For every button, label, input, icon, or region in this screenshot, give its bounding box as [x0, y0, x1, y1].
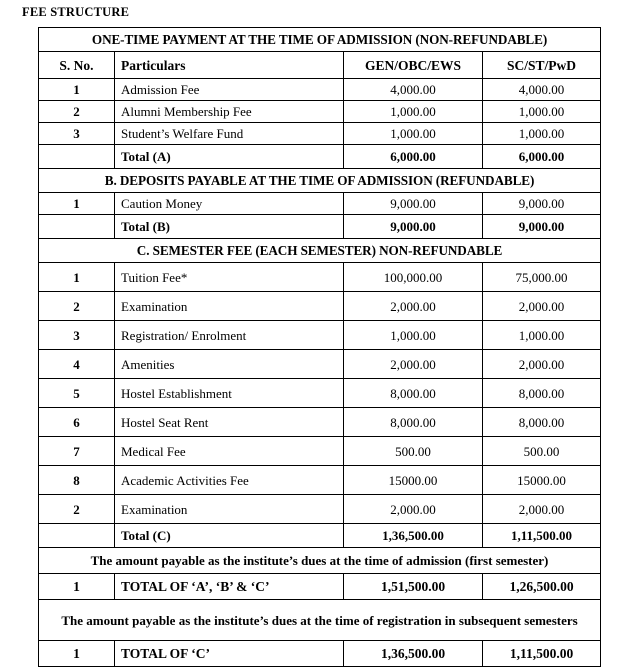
- column-header-sno: S. No.: [39, 52, 115, 79]
- section-a-heading-row: [39, 28, 601, 52]
- row-general: 8,000.00: [344, 379, 483, 408]
- row-particulars: Alumni Membership Fee: [115, 101, 344, 123]
- table-row: [39, 350, 601, 379]
- row-general: 1,000.00: [344, 101, 483, 123]
- total-b-reserved: 9,000.00: [483, 215, 601, 239]
- row-reserved: 4,000.00: [483, 79, 601, 101]
- row-particulars: Admission Fee: [115, 79, 344, 101]
- row-general: 500.00: [344, 437, 483, 466]
- row-reserved: 1,000.00: [483, 321, 601, 350]
- section-c-heading: C. SEMESTER FEE (EACH SEMESTER) NON-REFUNDABLE: [39, 239, 601, 263]
- table-row: [39, 101, 601, 123]
- total-b-row: [39, 215, 601, 239]
- row-general: 4,000.00: [344, 79, 483, 101]
- row-sno: 7: [39, 437, 115, 466]
- row-general: 8,000.00: [344, 408, 483, 437]
- row-sno: 4: [39, 350, 115, 379]
- row-particulars: Registration/ Enrolment: [115, 321, 344, 350]
- column-header-general: GEN/OBC/EWS: [344, 52, 483, 79]
- table-row: [39, 437, 601, 466]
- row-sno: 6: [39, 408, 115, 437]
- table-row: [39, 193, 601, 215]
- summary-registration-reserved: 1,11,500.00: [483, 641, 601, 667]
- total-b-general: 9,000.00: [344, 215, 483, 239]
- row-reserved: 8,000.00: [483, 379, 601, 408]
- row-general: 2,000.00: [344, 495, 483, 524]
- table-row: [39, 79, 601, 101]
- row-particulars: Student’s Welfare Fund: [115, 123, 344, 145]
- section-b-heading-row: [39, 169, 601, 193]
- column-header-particulars: Particulars: [115, 52, 344, 79]
- summary-registration-sno: 1: [39, 641, 115, 667]
- summary-admission-sno: 1: [39, 574, 115, 600]
- row-general: 1,000.00: [344, 321, 483, 350]
- total-c-general: 1,36,500.00: [344, 524, 483, 548]
- section-b-heading: B. DEPOSITS PAYABLE AT THE TIME OF ADMISSION (REFUNDABLE): [39, 169, 601, 193]
- table-row: [39, 495, 601, 524]
- row-sno: 3: [39, 321, 115, 350]
- row-particulars: Hostel Establishment: [115, 379, 344, 408]
- row-reserved: 75,000.00: [483, 263, 601, 292]
- total-a-sno: [39, 145, 115, 169]
- summary-admission-note-row: [39, 548, 601, 574]
- row-particulars: Examination: [115, 495, 344, 524]
- row-sno: 1: [39, 263, 115, 292]
- total-c-label: Total (C): [115, 524, 344, 548]
- total-a-general: 6,000.00: [344, 145, 483, 169]
- summary-admission-note: The amount payable as the institute’s dues at the time of admission (first semester): [39, 548, 601, 574]
- row-sno: 1: [39, 79, 115, 101]
- table-row: [39, 263, 601, 292]
- summary-admission-label: TOTAL OF ‘A’, ‘B’ & ‘C’: [115, 574, 344, 600]
- row-general: 15000.00: [344, 466, 483, 495]
- summary-registration-general: 1,36,500.00: [344, 641, 483, 667]
- row-particulars: Medical Fee: [115, 437, 344, 466]
- summary-admission-general: 1,51,500.00: [344, 574, 483, 600]
- total-b-sno: [39, 215, 115, 239]
- fee-structure-table: [38, 27, 601, 667]
- table-row: [39, 379, 601, 408]
- row-reserved: 1,000.00: [483, 123, 601, 145]
- row-general: 2,000.00: [344, 350, 483, 379]
- row-particulars: Hostel Seat Rent: [115, 408, 344, 437]
- row-particulars: Caution Money: [115, 193, 344, 215]
- row-sno: 2: [39, 495, 115, 524]
- row-reserved: 2,000.00: [483, 495, 601, 524]
- column-header-row: [39, 52, 601, 79]
- row-general: 1,000.00: [344, 123, 483, 145]
- total-b-label: Total (B): [115, 215, 344, 239]
- row-sno: 2: [39, 292, 115, 321]
- total-c-reserved: 1,11,500.00: [483, 524, 601, 548]
- column-header-reserved: SC/ST/PwD: [483, 52, 601, 79]
- row-reserved: 15000.00: [483, 466, 601, 495]
- page-title: FEE STRUCTURE: [22, 5, 130, 19]
- summary-registration-label: TOTAL OF ‘C’: [115, 641, 344, 667]
- summary-registration-note-row: [39, 600, 601, 641]
- row-reserved: 1,000.00: [483, 101, 601, 123]
- row-sno: 5: [39, 379, 115, 408]
- row-reserved: 2,000.00: [483, 292, 601, 321]
- section-a-heading: ONE-TIME PAYMENT AT THE TIME OF ADMISSION (NON-REFUNDABLE): [39, 28, 601, 52]
- summary-registration-note: The amount payable as the institute’s dues at the time of registration in subsequent semesters: [39, 600, 601, 641]
- total-a-row: [39, 145, 601, 169]
- row-general: 2,000.00: [344, 292, 483, 321]
- row-sno: 8: [39, 466, 115, 495]
- row-general: 100,000.00: [344, 263, 483, 292]
- row-particulars: Academic Activities Fee: [115, 466, 344, 495]
- total-a-label: Total (A): [115, 145, 344, 169]
- row-sno: 1: [39, 193, 115, 215]
- row-sno: 2: [39, 101, 115, 123]
- table-row: [39, 321, 601, 350]
- total-c-sno: [39, 524, 115, 548]
- row-particulars: Examination: [115, 292, 344, 321]
- total-c-row: [39, 524, 601, 548]
- row-general: 9,000.00: [344, 193, 483, 215]
- table-row: [39, 292, 601, 321]
- summary-registration-row: [39, 641, 601, 667]
- row-reserved: 2,000.00: [483, 350, 601, 379]
- row-reserved: 9,000.00: [483, 193, 601, 215]
- row-particulars: Tuition Fee*: [115, 263, 344, 292]
- summary-admission-reserved: 1,26,500.00: [483, 574, 601, 600]
- total-a-reserved: 6,000.00: [483, 145, 601, 169]
- table-row: [39, 466, 601, 495]
- row-particulars: Amenities: [115, 350, 344, 379]
- row-sno: 3: [39, 123, 115, 145]
- table-row: [39, 408, 601, 437]
- table-row: [39, 123, 601, 145]
- section-c-heading-row: [39, 239, 601, 263]
- row-reserved: 8,000.00: [483, 408, 601, 437]
- summary-admission-row: [39, 574, 601, 600]
- row-reserved: 500.00: [483, 437, 601, 466]
